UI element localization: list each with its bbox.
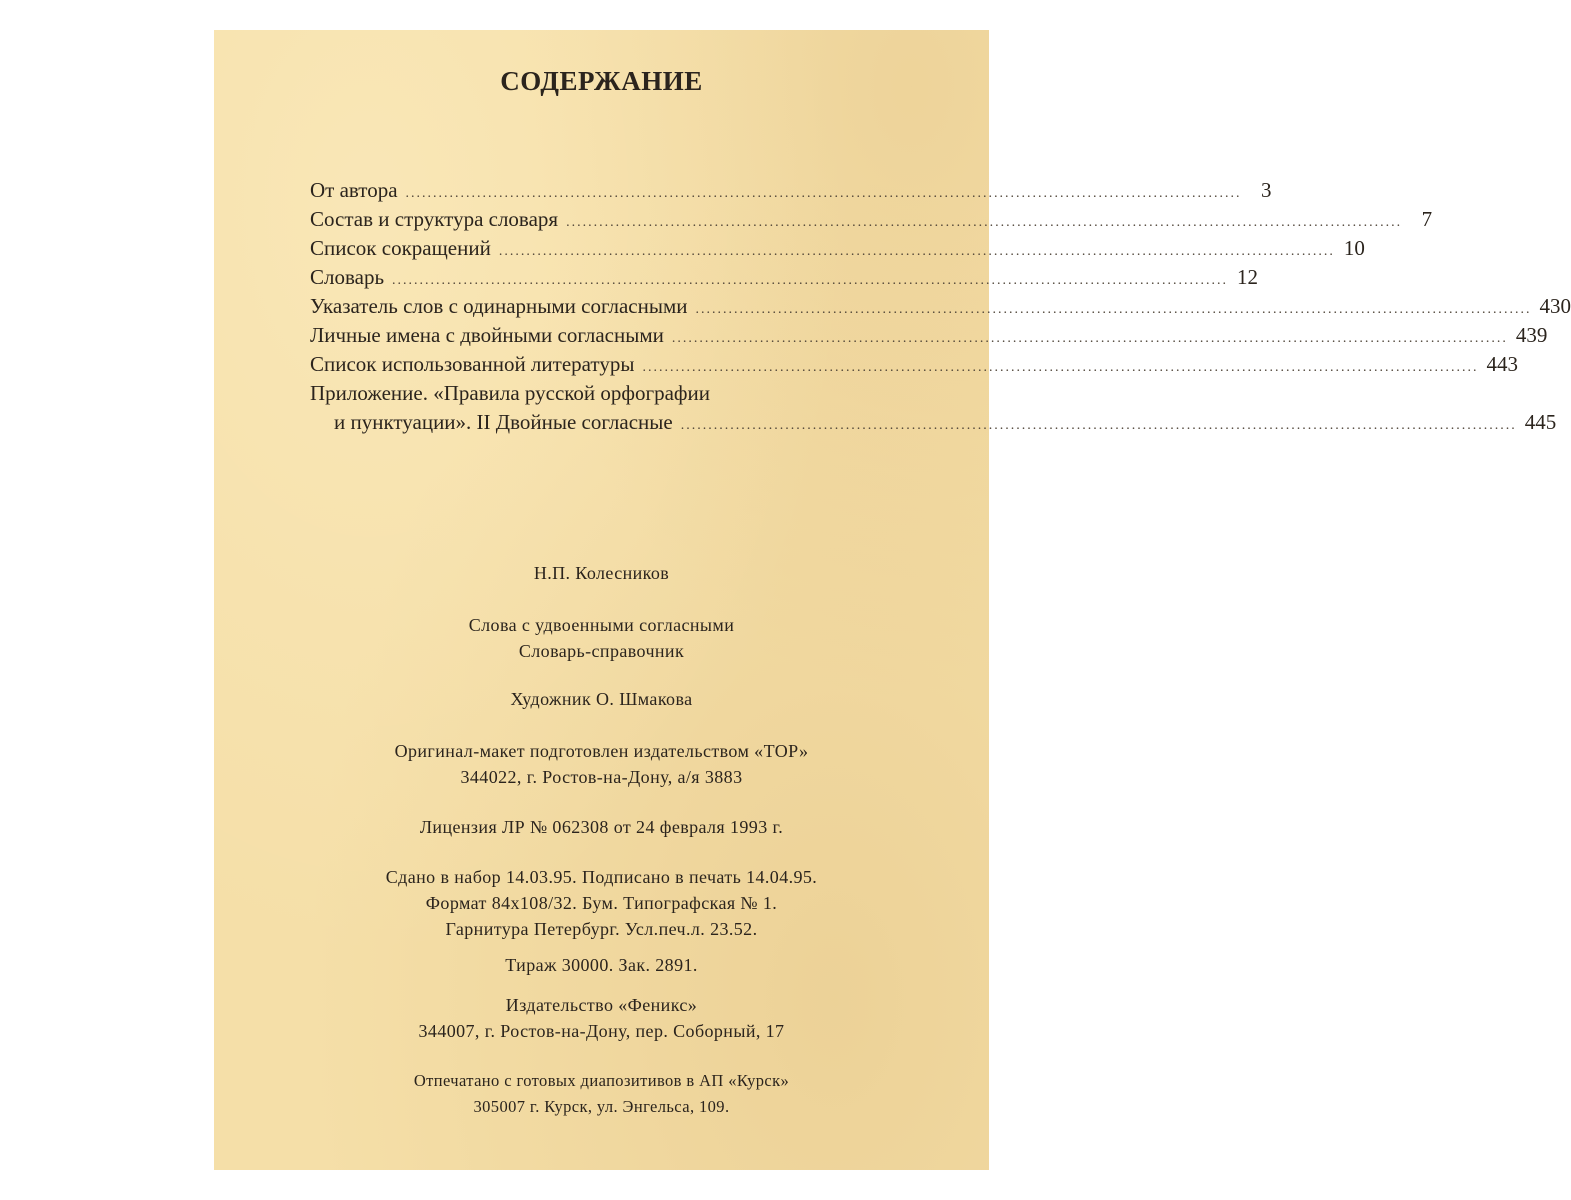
table-of-contents (310, 178, 1571, 439)
toc-entry-page: 430 (1539, 294, 1571, 318)
toc-entry-label: Список использованной литературы (310, 352, 635, 376)
author-name: Н.П. Колесников (533, 563, 670, 583)
artist-credit: Художник О. Шмакова (510, 689, 693, 709)
toc-entry-label: Словарь (310, 265, 385, 289)
dot-leader: ........................................................................................................................................................ (566, 215, 1403, 230)
layout-credit: Оригинал-макет подготовлен издательством «ТОР» (394, 741, 809, 761)
toc-entry-label-cont: и пунктуации». II Двойные согласные (334, 410, 673, 434)
print-dates: Сдано в набор 14.03.95. Подписано в печать 14.04.95. (385, 867, 818, 887)
toc-entry (310, 294, 1571, 323)
artist-block (214, 686, 989, 712)
toc-entry-page: 445 (1524, 410, 1557, 434)
toc-entry (310, 236, 1365, 265)
layout-address: 344022, г. Ростов-на-Дону, а/я 3883 (460, 767, 743, 787)
print-details-block (214, 864, 989, 978)
print-run: Тираж 30000. Зак. 2891. (505, 955, 698, 975)
dot-leader: ........................................................................................................................................................ (680, 418, 1517, 433)
contents-title: СОДЕРЖАНИЕ (500, 66, 703, 96)
toc-entry-label: Состав и структура словаря (310, 207, 559, 231)
toc-entry-label: От автора (310, 178, 398, 202)
layout-block (214, 738, 989, 790)
toc-entry-label: Список сокращений (310, 236, 491, 260)
dot-leader: ........................................................................................................................................................ (498, 244, 1335, 259)
toc-entry-continuation (310, 410, 1557, 439)
dot-leader: ........................................................................................................................................................ (671, 331, 1508, 346)
toc-entry (310, 323, 1548, 352)
toc-entry (310, 207, 1433, 236)
toc-entry-page: 10 (1343, 236, 1365, 260)
toc-entry-page: 3 (1261, 178, 1272, 202)
dot-leader: ........................................................................................................................................................ (392, 273, 1229, 288)
toc-entry-label: Указатель слов с одинарными согласными (310, 294, 688, 318)
book-title-block (214, 612, 989, 664)
toc-entry-page: 7 (1421, 207, 1433, 231)
book-title: Слова с удвоенными согласными (468, 615, 735, 635)
dot-leader: ........................................................................................................................................................ (405, 186, 1242, 201)
publisher-block (214, 992, 989, 1044)
print-typeface: Гарнитура Петербург. Усл.печ.л. 23.52. (445, 919, 758, 939)
toc-entry (310, 178, 1272, 207)
license-block (214, 814, 989, 840)
publisher-name: Издательство «Феникс» (505, 995, 698, 1015)
toc-entry-page: 439 (1515, 323, 1548, 347)
toc-entry-page: 443 (1486, 352, 1518, 376)
printer-name: Отпечатано с готовых диапозитивов в АП «Курск» (413, 1071, 790, 1090)
toc-entry (310, 352, 1518, 381)
toc-entry-first-line (310, 381, 952, 410)
book-subtitle: Словарь-справочник (518, 641, 685, 661)
printer-block (214, 1068, 989, 1120)
dot-leader: ........................................................................................................................................................ (695, 302, 1532, 317)
toc-entry-page: 12 (1237, 265, 1259, 289)
printer-address: 305007 г. Курск, ул. Энгельса, 109. (473, 1097, 730, 1116)
author-block (214, 560, 989, 586)
toc-entry-label: Личные имена с двойными согласными (310, 323, 664, 347)
toc-entry (310, 265, 1259, 294)
license-line: Лицензия ЛР № 062308 от 24 февраля 1993 г. (419, 817, 784, 837)
dot-leader: ........................................................................................................................................................ (642, 360, 1479, 375)
toc-entry-label: Приложение. «Правила русской орфографии (310, 381, 711, 405)
book-page (214, 30, 1571, 1170)
publisher-address: 344007, г. Ростов-на-Дону, пер. Соборный, 17 (418, 1021, 785, 1041)
print-format: Формат 84x108/32. Бум. Типографская № 1. (425, 893, 778, 913)
